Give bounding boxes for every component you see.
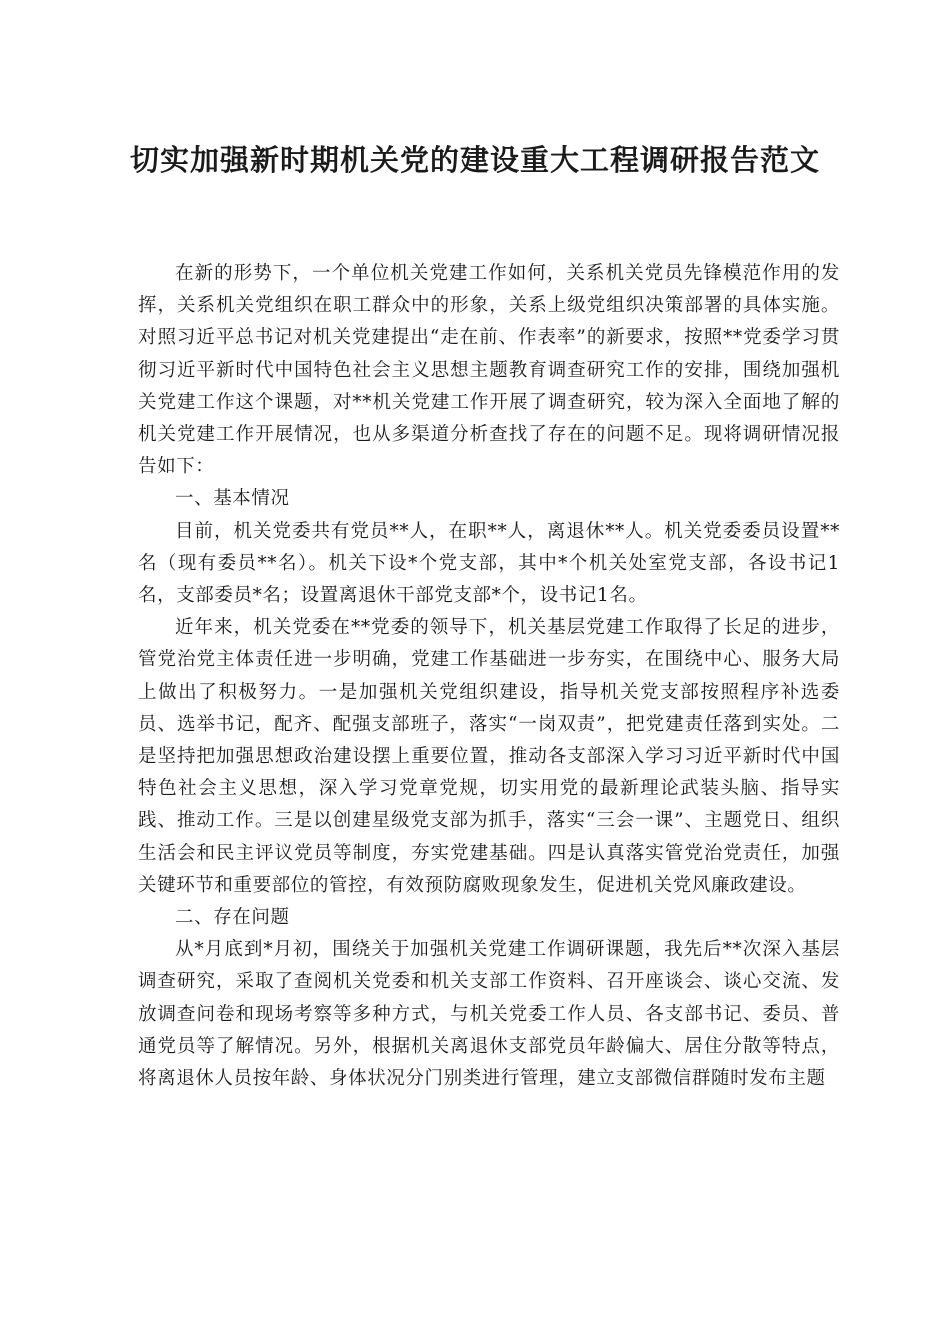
document-title: 切实加强新时期机关党的建设重大工程调研报告范文: [129, 143, 820, 177]
paragraph-basic-info: 目前，机关党委共有党员**人，在职**人，离退休**人。机关党委委员设置**名（现有委员**名）。机关下设*个党支部，其中*个机关处室党支部，各设书记1名，支部委员*名；设置离退休干部党支部*个，设书记1名。: [138, 520, 840, 607]
section-heading-problems: 二、存在问题: [175, 907, 290, 929]
paragraph-intro: 在新的形势下，一个单位机关党建工作如何，关系机关党员先锋模范作用的发挥，关系机关党组织在职工群众中的形象，关系上级党组织决策部署的具体实施。对照习近平总书记对机关党建提出“走在前、作表率”的新要求，按照**党委学习贯彻习近平新时代中国特色社会主义思想主题教育调查研究工作的安排，围绕加强机关党建工作这个课题，对**机关党建工作开展了调查研究，较为深入全面地了解的机关党建工作开展情况，也从多渠道分析查找了存在的问题不足。现将调研情况报告如下：: [138, 263, 840, 478]
paragraph-achievements: 近年来，机关党委在**党委的领导下，机关基层党建工作取得了长足的进步，管党治党主体责任进一步明确，党建工作基础进一步夯实，在围绕中心、服务大局上做出了积极努力。一是加强机关党组织建设，指导机关党支部按照程序补选委员、选举书记，配齐、配强支部班子，落实“一岗双责”，把党建责任落到实处。二是坚持把加强思想政治建设摆上重要位置，推动各支部深入学习习近平新时代中国特色社会主义思想，深入学习党章党规，切实用党的最新理论武装头脑、指导实践、推动工作。三是以创建星级党支部为抓手，落实“三会一课”、主题党日、组织生活会和民主评议党员等制度，夯实党建基础。四是认真落实管党治党责任，加强关键环节和重要部位的管控，有效预防腐败现象发生，促进机关党风廉政建设。: [138, 617, 840, 896]
section-heading-basic: 一、基本情况: [175, 488, 290, 510]
document-body: [138, 258, 840, 1095]
paragraph-research: 从*月底到*月初，围绕关于加强机关党建工作调研课题，我先后**次深入基层调查研究，采取了查阅机关党委和机关支部工作资料、召开座谈会、谈心交流、发放调查问卷和现场考察等多种方式，与机关党委工作人员、各支部书记、委员、普通党员等了解情况。另外，根据机关离退休支部党员年龄偏大、居住分散等特点，将离退休人员按年龄、身体状况分门别类进行管理，建立支部微信群随时发布主题: [138, 939, 840, 1090]
